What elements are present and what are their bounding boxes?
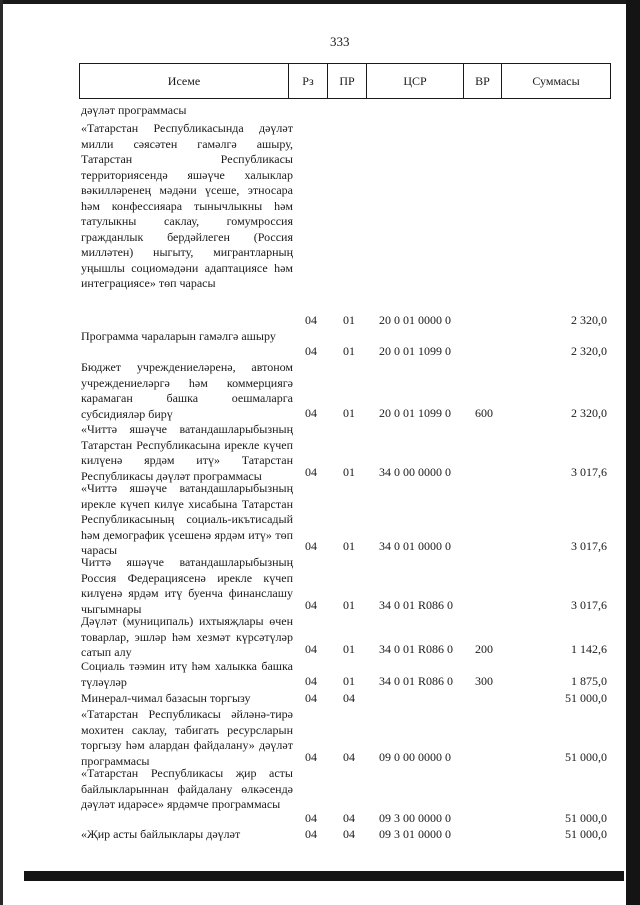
row-pr: 04 (343, 691, 355, 705)
row-pr: 01 (343, 598, 355, 612)
row-rz: 04 (305, 691, 317, 705)
row-rz: 04 (305, 313, 317, 327)
row-csr: 34 0 01 R086 0 (379, 642, 454, 656)
row-csr: 34 0 01 R086 0 (379, 598, 454, 612)
header-vr: ВР (475, 74, 490, 88)
row-sum: 2 320,0 (571, 313, 607, 327)
row-sum: 51 000,0 (565, 811, 607, 825)
row-pr: 04 (343, 750, 355, 764)
row-name: Читтә яшәүче ватандашларыбызның Россия Федерациясенә ирекле күчеп килүенә ярдәм итү буенча финанслашу чыгымнары (81, 555, 293, 616)
header-csr: ЦСР (403, 74, 427, 88)
row-name: «Татарстан Республикасында дәүләт милли сәясәтен гамәлгә ашыру, Татарстан Республикасы территориясендә яшәүче халыклар вәкилләренең мәдәни үсеше, этносара һәм конфессияара тынычлыкны һәм татулыкны саклау, гомумроссия гражданлык бердәйлеген (Россия милләтен) ныгыту, мигрантларның уңышлы социомәдәни адаптациясе һәм интеграциясе» төп чарасы (81, 121, 293, 290)
row-csr: 09 3 01 0000 0 (379, 827, 451, 841)
row-pr: 01 (343, 406, 355, 420)
row-rz: 04 (305, 674, 317, 688)
page-number: 333 (330, 34, 350, 49)
budget-table (79, 63, 611, 849)
row-sum: 2 320,0 (571, 406, 607, 420)
row-name: Дәүләт (муниципаль) ихтыяҗлары өчен товарлар, эшләр һәм хезмәт күрсәтүләр сатып алу (81, 614, 293, 659)
row-pr: 01 (343, 539, 355, 553)
row-rz: 04 (305, 827, 317, 841)
row-name: Программа чараларын гамәлгә ашыру (81, 329, 276, 343)
table-body (79, 99, 611, 849)
row-sum: 51 000,0 (565, 691, 607, 705)
row-pr: 01 (343, 465, 355, 479)
row-vr: 300 (475, 674, 493, 688)
row-name: «Читтә яшәүче ватандашларыбызның ирекле күчеп килүе хисабына Татарстан Республикасының социаль-икътисадый һәм демографик үсешенә ярдәм итү» төп чарасы (81, 481, 293, 557)
row-rz: 04 (305, 811, 317, 825)
table-header (79, 63, 611, 99)
row-sum: 1 142,6 (571, 642, 607, 656)
row-name: дәүләт программасы (81, 103, 187, 117)
row-sum: 3 017,6 (571, 465, 607, 479)
row-rz: 04 (305, 750, 317, 764)
row-sum: 51 000,0 (565, 827, 607, 841)
row-pr: 01 (343, 344, 355, 358)
row-rz: 04 (305, 598, 317, 612)
header-sum: Суммасы (532, 74, 580, 88)
row-csr: 34 0 01 0000 0 (379, 539, 451, 553)
row-rz: 04 (305, 642, 317, 656)
row-rz: 04 (305, 539, 317, 553)
row-name: «Татарстан Республикасы җир асты байлыкларыннан файдалану өлкәсендә дәүләт идарәсе» ярдәмче программасы (81, 766, 293, 811)
row-csr: 09 0 00 0000 0 (379, 750, 451, 764)
row-csr: 20 0 01 0000 0 (379, 313, 451, 327)
row-pr: 01 (343, 642, 355, 656)
row-vr: 600 (475, 406, 493, 420)
row-csr: 09 3 00 0000 0 (379, 811, 451, 825)
row-name: Социаль тәэмин итү һәм халыкка башка түләүләр (81, 659, 293, 689)
row-vr: 200 (475, 642, 493, 656)
scan-border-left (0, 0, 3, 905)
scan-border-top (0, 0, 640, 4)
row-csr: 34 0 00 0000 0 (379, 465, 451, 479)
scan-border-right (626, 0, 640, 905)
row-pr: 01 (343, 313, 355, 327)
header-pr: ПР (339, 74, 355, 88)
row-pr: 01 (343, 674, 355, 688)
row-rz: 04 (305, 344, 317, 358)
header-rz: Рз (302, 74, 314, 88)
row-rz: 04 (305, 465, 317, 479)
row-name: Минерал-чимал базасын торгызу (81, 691, 251, 705)
row-sum: 3 017,6 (571, 539, 607, 553)
row-sum: 1 875,0 (571, 674, 607, 688)
row-sum: 51 000,0 (565, 750, 607, 764)
row-sum: 3 017,6 (571, 598, 607, 612)
row-csr: 34 0 01 R086 0 (379, 674, 454, 688)
row-name: «Читтә яшәүче ватандашларыбызның Татарстан Республикасына ирекле күчеп килүенә ярдәм итү» Татарстан Республикасы дәүләт программасы (81, 422, 293, 483)
scan-border-bottom (24, 871, 624, 881)
header-name: Исеме (167, 74, 201, 88)
row-csr: 20 0 01 1099 0 (379, 344, 451, 358)
row-rz: 04 (305, 406, 317, 420)
row-csr: 20 0 01 1099 0 (379, 406, 451, 420)
row-pr: 04 (343, 811, 355, 825)
row-sum: 2 320,0 (571, 344, 607, 358)
row-name: «Җир асты байлыклары дәүләт (81, 827, 241, 841)
row-pr: 04 (343, 827, 355, 841)
row-name: Бюджет учреждениеләренә, автоном учреждениеләргә һәм коммерциягә карамаган башка оешмаларга субсидияләр бирү (81, 360, 293, 421)
row-name: «Татарстан Республикасы әйләнә-тирә мохитен саклау, табигать ресурсларын торгызу һәм алардан файдалану» дәүләт программасы (81, 707, 293, 768)
